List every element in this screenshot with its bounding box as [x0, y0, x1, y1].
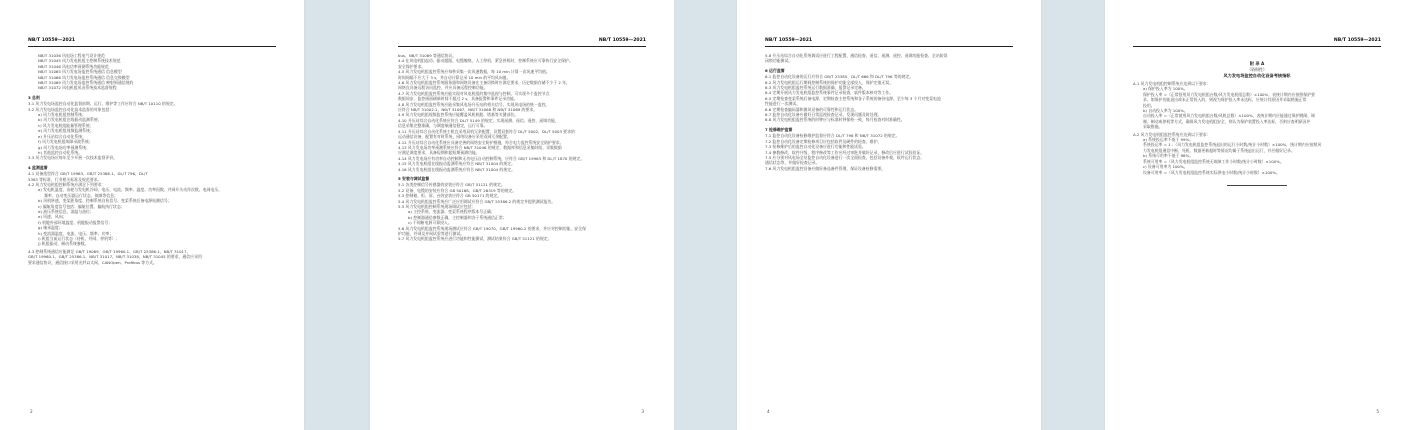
document-page-3	[737, 0, 1041, 430]
text-line: 5383 等标准，行业相关标准及规范要求。	[28, 176, 102, 182]
text-line: A.1 风力发电机组控制系统应达到以下要求：	[1133, 81, 1211, 86]
text-line: NB/T 31069 风力发电场监控系统通信 映射到通信规约	[38, 80, 134, 86]
text-line: 4.10 升压站综合自动化系统应符合 DL/T 5149 的规定，实现遥测、遥信、遥控、遥调功能，	[398, 117, 559, 123]
text-line: 制、制动或停机等方式，确保风力发电机组安全，则认为保护装置投入率达标，否则应查明原因并	[1143, 118, 1311, 124]
text-line: 7.6 风力发电机组监控设备应做好备品备件管理，保证设备检修需要。	[765, 165, 886, 171]
text-line: 闭锁功能测试。	[765, 58, 793, 64]
text-line: 时间间隔不应大于 3 s，并自动计算记录 10 min 的平均风向值。	[398, 74, 511, 80]
text-line: 4.4 在风电机组起动、振动超限、电缆缠绕、人工停机、紧急停机时，控制系统应可靠执行安全保护。	[398, 58, 573, 64]
text-line: 6.6 定期检查编码器和测风设备的可靠性和运行状态。	[765, 106, 859, 112]
text-line: NB/T 31045 风力发电机组主控制系统技术规范	[38, 58, 121, 64]
text-line: 远动通信设备，配置有对时系统，网络设备应采用双网冗余配置。	[398, 134, 511, 140]
text-line: 5.4 风力发电机组监控系统应广泛应用调试应符合 GB/T 25386.2 的规定并提供测试报告。	[398, 198, 556, 204]
text-line: e) 风速、风向；	[38, 214, 67, 220]
text-line: 力发电机组通信中断、死机、数据更新超时等情况均属于系统退出运行，并应做好记录。	[1143, 147, 1295, 153]
text-line: 4.8 风力发电机组监控系统应能采集风电场升压站的相关信号，实现风电场的统一监控。	[398, 101, 550, 107]
text-line: 4.15 风力发电机组在线振动监测系统应符合 NB/T 31004 的规定。	[398, 161, 515, 167]
document-page-4	[1105, 0, 1409, 430]
text-line: 5.5 风力发电机组控制系统现场调试应包括：	[398, 203, 476, 209]
text-line: 自动投入率 =（正常使用风力发电机组台数/风机总数）×100%，表统计期内应能通过保护跳闸、调	[1143, 113, 1315, 119]
text-line: 4.14 风力发电场应有功率自动控制和无功电压自动控制系统，应符合 GB/T 19963 和 DL/T 1870 的规定。	[398, 155, 585, 161]
text-line: b) 自动投入率为 100%。	[1143, 108, 1188, 114]
section-heading: 5 安装与调试监督	[398, 175, 430, 181]
text-line: 4.12 升压站综合自动化系统应具备完善的网络安全防护措施，符合电力监控系统安全防护要求。	[398, 139, 564, 145]
text-line: h) 其他监控自动化系统。	[38, 149, 83, 155]
text-line: 5.2 设备、电缆的安装应符合 GB 50168、GB/T 26319 等的规定。	[398, 187, 517, 193]
text-line: 6.2 风力发电机组运行期间控制系统的保护功能全部投入，保护定值无误。	[765, 79, 894, 85]
text-line: 7.2 监控自动化设备定期检修项目应包括软件及硬件的检查、维护。	[765, 138, 882, 144]
text-line: d) 风力发电机组视频监测系统；	[38, 128, 94, 134]
text-line: e) 升压站综合自动化系统；	[38, 133, 86, 139]
text-line: 7.3 检修维护后的监控自动化设备应进行功能和性能试验。	[765, 144, 866, 150]
text-line: NB/T 31036 风电场工程电气设计规范	[38, 53, 105, 58]
text-line: a) 发电机温度、齿轮与发电机冷却、电压、电流、频率、温度、功率因数、并网开关动作次数、电网电压、	[38, 187, 223, 193]
text-line: 6.3 风力发电机组监控系统运行数据准确，报警记录完备。	[765, 85, 866, 91]
text-line: f) 风力发电机组故障录波系统；	[38, 139, 93, 145]
text-line: f) 机舱外部环境温度、机舱振动报警信号；	[38, 219, 113, 225]
header-rule	[398, 46, 646, 47]
text-line: 网络宜具备远程访问监控，并应具备远程控制功能。	[398, 85, 488, 91]
text-line: 4.13 风力发电场功率预测系统应符合 NB/T 31046 的规定，数据库和信息采集时间、采集数据	[398, 144, 562, 150]
page-number: 3	[641, 409, 644, 414]
text-line: NB/T 31072 风电机组风况系统技术监督规程	[38, 85, 117, 91]
section-heading: 6 运行监督	[765, 67, 785, 73]
text-line: d) 液压系统信息，油温与油位；	[38, 208, 94, 214]
text-line: 应满足调度要求，具备短期和超短期预测功能。	[398, 150, 480, 156]
text-line: A.2 风力发电机组监控系统应达到以下要求：	[1133, 131, 1211, 137]
text-line: b) 风力发电机组在线振动监测系统；	[38, 117, 102, 123]
text-line: c) 不间断电源可靠投入。	[408, 220, 452, 226]
page-body	[765, 53, 1013, 171]
page-header: NB/T 10559—2021	[28, 38, 76, 43]
page-header: NB/T 10559—2021	[1333, 38, 1381, 43]
text-line: a) 风力发电机组控制系统；	[38, 112, 86, 118]
text-line: c) 设备可用率为 100%。	[1143, 164, 1188, 170]
text-line: GB/T 19960.1、GB/T 25386.1、NB/T 31017、NB/T 31038、NB/T 31045 的要求，通信应采用	[28, 254, 202, 260]
section-heading: 7 检修维护监督	[765, 126, 793, 132]
header-rule	[28, 46, 276, 47]
text-line: b) 风机转速、变桨距角度、控制系统自检信号、变桨系统后备电源检测信号；	[38, 198, 172, 204]
text-line: c) 偏航角度信号包括：偏航位置、偏航执行状态；	[38, 203, 125, 209]
text-line: 6.5 定期检查变桨系统后备电源，定期检查主控系统和各子系统的备份电源，至少每 3 个月对变桨电池	[765, 95, 941, 101]
text-line: 6.1 监控自动化设备的运行应符合 GB/T 25385、DL/T 666 和 DL/T 796 等的规定。	[765, 74, 914, 80]
text-line: 4.2 风力发电机组控制系统应满足下列要求：	[28, 181, 106, 187]
header-rule	[765, 46, 1013, 47]
text-line: a) 保护投入率为 100%。	[1143, 86, 1188, 92]
text-line: 求，如保护功能退出或未正常投入的，则视为保护投入率未达标，应统计其原因并采取措施正常	[1143, 97, 1307, 103]
text-line: 3.1 风力发电场监控自动化监督前期、运行、维护等工作应符合 NB/T 10110 的规定。	[28, 101, 178, 107]
text-line: 护功能，并网及并网试验等进行测试。	[398, 231, 465, 236]
text-line: b) 控制器通信参数正确，主控制器和各子系统通信正常；	[408, 214, 507, 220]
text-line: 4.5 风力发电机组监控系统应每秒采集一次风速数据，每 10 min 计算一次风速平均值。	[398, 69, 550, 75]
text-line: bus、NB/T 31069 等通信协议。	[398, 53, 457, 58]
page-number: 5	[1376, 409, 1379, 414]
page-body	[28, 53, 276, 265]
text-line: g) 轴承温度；	[38, 225, 63, 231]
text-line: j) 机组振动、制动系统参数。	[38, 241, 89, 247]
text-line: g) 风力发电场功率预测系统；	[38, 144, 90, 150]
text-line: 数据同步，监控画面刷新时间不超过 2 s，具备报警和事件记录功能。	[398, 96, 518, 102]
text-line: 6.7 监控自动化设备应做好日常巡视检查记录，发现问题及时处理。	[765, 112, 882, 118]
text-line: 通信状态等，并做好检查记录。	[765, 160, 820, 166]
text-line: 4.16 风力发电机组在线振动监测系统应符合 NB/T 31004 的规定。	[398, 166, 515, 172]
appendix-name: 风力发电场监控自动化设备考核指标	[1223, 73, 1291, 78]
text-line: NB/T 31065 风力发电场监控系统通信 信息模型	[38, 69, 122, 75]
text-line: 3.3 风力发电场应每年至少开展一次技术监督评价。	[28, 155, 118, 161]
text-line: 4.11 升压站综合自动化系统主机宜采用双机冗余配置，设置双套符合 DL/T 5002、DL/T 5003 要求的	[398, 128, 575, 134]
text-line: 4.9 风力发电机组视频监控系统应能覆盖风机机舱、塔基等关键部位。	[398, 112, 519, 118]
page-header: NB/T 10559—2021	[598, 38, 646, 43]
end-rule	[1227, 185, 1287, 186]
text-line: 7.5 应分别对风电场全站监控自动化设备进行一次全面检查，包括设备外观、软件运行状态、	[765, 154, 925, 160]
section-heading: 3 总则	[28, 94, 40, 100]
text-line: h) 变流器温度、电流、电压、频率、功率；	[38, 230, 114, 236]
text-line: 采取措施。	[1143, 124, 1163, 130]
text-line: b) 系统可用率不低于 98%。	[1143, 153, 1194, 159]
appendix-type: （资料性）	[1247, 67, 1267, 72]
text-line: 5.7 风力发电机组监控系统应进行功能和性能测试，测试结果符合 GB/T 51121 的规定。	[398, 236, 552, 242]
text-line: 6.8 风力发电机组监控系统的时钟应与标准时钟保持一致，每月检查对时准确性。	[765, 117, 905, 123]
text-line: 4.6 风力发电机组监控系统服务器和网络设备在主备切换时应满足要求，历史数据存储不少于 2 年，	[398, 80, 570, 86]
section-heading: 4 监测监督	[28, 164, 48, 170]
text-line: NB/T 31066 风力发电场监控系统通信 信息交换模型	[38, 74, 130, 80]
text-line: 4.7 风力发电机组监控系统应能实现对风电机组的集中监视与控制，可实现多个监控节点	[398, 90, 550, 96]
text-line: 设备可用率 =（风力发电机组监控系统实际供电小时数/统计小时数）×100%。	[1143, 169, 1280, 175]
document-page-1	[0, 0, 304, 430]
text-line: 应符合 NB/T 31002.1、NB/T 31067、NB/T 31068 和 NB/T 31069 的要求。	[398, 107, 538, 113]
page-number: 2	[30, 409, 33, 414]
text-line: c) 风力发电机组能量管理系统；	[38, 122, 94, 128]
text-line: 4.3 控制系统通信应能满足 GB/T 19069、GB/T 19960.1、GB/T 25386.1、NB/T 31017、	[28, 248, 191, 254]
text-line: 4.1 设备选型符合 GB/T 19963、GB/T 25386.1、DL/T 796、DL/T	[28, 171, 148, 177]
document-page-2	[370, 0, 674, 430]
text-line: 安全保护要求。	[398, 63, 426, 69]
page-number: 4	[767, 409, 770, 414]
text-line: 5.3 控制箱、柜、屏、台的安装应符合 GB 50171 的规定。	[398, 193, 502, 199]
page-body	[398, 53, 646, 242]
text-line: 要求通信协议，通信接口采用光纤以太网、CANOpen、Profibus 等方式。	[28, 259, 157, 265]
text-line: 7.1 监控自动化设备检修维护监督应符合 DL/T 796 和 NB/T 31072 的规定。	[765, 133, 900, 139]
text-line: 系统投运率 = 1 -（风力发电机组监控系统退出的运行小时数/统计小时数）×100%，统计期内应按照风	[1143, 142, 1322, 148]
text-line: 5.6 风力发电机组监控系统现场测试应符合 GB/T 19070、GB/T 19960.2 的要求，并应对控制功能、安全保	[398, 225, 586, 231]
page-body	[1133, 81, 1381, 175]
text-line: 系统可用率 =（风力发电机组监控系统无故障工作小时数/统计小时数）×100%。	[1143, 158, 1284, 164]
text-line: a) 主控系统、变流器、变桨系统程序版本号正确；	[408, 209, 495, 215]
text-line: 频率、自动变压器运行状态、故障等信息；	[44, 192, 118, 198]
text-line: 3.2 风力发电场监控自动化技术监督的对象包括：	[28, 106, 114, 112]
text-line: 5.8 升压站综合自动化系统调试应进行工程配置、通信检查、遥信、遥测、遥控、遥调功能检查、全站防误	[765, 53, 948, 58]
spacer	[1133, 53, 1381, 61]
text-line: 投用。	[1143, 102, 1155, 108]
text-line: 7.4 参数修改、软件升级、程序修改等工作应经过审批并做好记录，修改后应进行试验验证。	[765, 149, 925, 155]
text-line: i) 机组当前运行状态（待机、并网、停机等）；	[38, 236, 120, 241]
text-line: 保护投入率 =（正常投用风力发电机组台数/风力发电机组总数）×100%，表统计期内应按照保护要	[1143, 91, 1315, 97]
header-rule	[1133, 46, 1381, 47]
text-line: 信息采集完整准确，与调度端通信稳定，运行可靠。	[398, 123, 488, 129]
text-line: 6.4 定期开展风力发电机组监控系统事件记录检查，软件版本核对等工作。	[765, 90, 894, 96]
page-header: NB/T 10559—2021	[765, 38, 813, 43]
text-line: a) 系统投运率不低于 99%。	[1143, 137, 1194, 143]
appendix-title: 附 录 A	[1249, 61, 1265, 66]
text-line: 5.1 各类控制信号传感器的安装应符合 GB/T 51121 的规定。	[398, 182, 505, 188]
text-line: 性能进行一次测试。	[765, 101, 801, 107]
text-line: NB/T 31046 风电功率预测系统功能规范	[38, 63, 109, 69]
